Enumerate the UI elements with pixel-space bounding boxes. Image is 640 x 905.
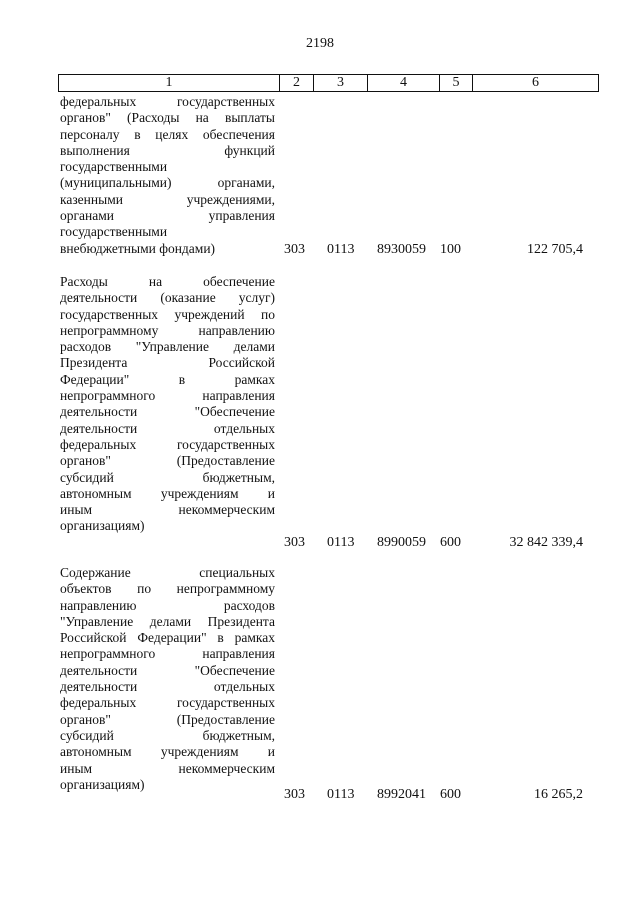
description-line: деятельности "Обеспечение xyxy=(60,404,275,420)
description-line: (муниципальными) органами, xyxy=(60,175,275,191)
expense-type-code: 100 xyxy=(440,242,461,257)
section-code: 0113 xyxy=(327,242,355,257)
description-line: казенными учреждениями, xyxy=(60,191,275,207)
description-line: непрограммному направлению xyxy=(60,322,275,338)
description-line: субсидий бюджетным, xyxy=(60,727,275,743)
column-header-6: 6 xyxy=(473,75,599,92)
description-line: непрограммного направления xyxy=(60,646,275,662)
description-line: органов" (Предоставление xyxy=(60,453,275,469)
description-line: деятельности "Обеспечение xyxy=(60,662,275,678)
target-code: 8990059 xyxy=(377,535,426,550)
description-line: органов" (Предоставление xyxy=(60,711,275,727)
description-line: внебюджетными фондами) xyxy=(60,240,216,256)
column-header-3: 3 xyxy=(314,75,368,92)
description-line: федеральных государственных xyxy=(60,436,275,452)
column-header-2: 2 xyxy=(280,75,314,92)
column-header-4: 4 xyxy=(368,75,440,92)
description-line: непрограммного направления xyxy=(60,388,275,404)
description-line: персоналу в целях обеспечения xyxy=(60,126,275,142)
description-line: выполнения функций xyxy=(60,142,275,158)
description-line: федеральных государственных xyxy=(60,94,275,109)
description-line: иным некоммерческим xyxy=(60,760,275,776)
description-line: Расходы на обеспечение xyxy=(60,274,275,289)
description-line: направлению расходов xyxy=(60,597,275,613)
admin-code: 303 xyxy=(284,787,305,802)
page-number: 2198 xyxy=(306,36,334,51)
description-line: Президента Российской xyxy=(60,355,275,371)
description-line: деятельности отдельных xyxy=(60,679,275,695)
admin-code: 303 xyxy=(284,535,305,550)
row-description xyxy=(60,94,275,257)
description-line: государственными xyxy=(60,159,168,175)
admin-code: 303 xyxy=(284,242,305,257)
description-line: федеральных государственных xyxy=(60,695,275,711)
target-code: 8992041 xyxy=(377,787,426,802)
section-code: 0113 xyxy=(327,787,355,802)
description-line: Российской Федерации" в рамках xyxy=(60,630,275,646)
target-code: 8930059 xyxy=(377,242,426,257)
description-line: государственными xyxy=(60,224,168,240)
description-line: органов" (Расходы на выплаты xyxy=(60,110,275,126)
amount-value: 32 842 339,4 xyxy=(509,535,583,550)
section-code: 0113 xyxy=(327,535,355,550)
column-header-row xyxy=(58,74,599,92)
description-line: "Управление делами Президента xyxy=(60,613,275,629)
description-line: деятельности (оказание услуг) xyxy=(60,290,275,306)
expense-type-code: 600 xyxy=(440,787,461,802)
description-line: субсидий бюджетным, xyxy=(60,469,275,485)
description-line: организациям) xyxy=(60,518,145,534)
description-line: Содержание специальных xyxy=(60,565,275,580)
description-line: иным некоммерческим xyxy=(60,502,275,518)
description-line: органами управления xyxy=(60,208,275,224)
description-line: автономным учреждениям и xyxy=(60,485,275,501)
column-header-1: 1 xyxy=(59,75,280,92)
description-line: государственных учреждений по xyxy=(60,306,275,322)
row-description xyxy=(60,565,275,793)
column-header-5: 5 xyxy=(440,75,473,92)
description-line: Федерации" в рамках xyxy=(60,371,275,387)
amount-value: 122 705,4 xyxy=(527,242,583,257)
description-line: организациям) xyxy=(60,776,145,792)
description-line: расходов "Управление делами xyxy=(60,339,275,355)
description-line: деятельности отдельных xyxy=(60,420,275,436)
description-line: автономным учреждениям и xyxy=(60,744,275,760)
description-line: объектов по непрограммному xyxy=(60,581,275,597)
expense-type-code: 600 xyxy=(440,535,461,550)
row-description xyxy=(60,274,275,535)
amount-value: 16 265,2 xyxy=(534,787,583,802)
